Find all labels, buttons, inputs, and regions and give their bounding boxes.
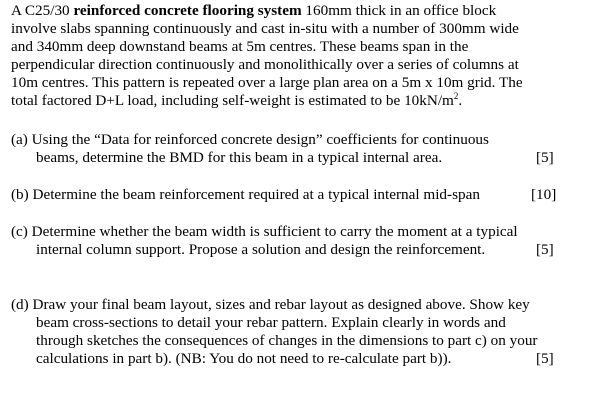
intro-text: total factored D+L load, including self-weight is estimated to be 10kN/m	[11, 92, 454, 109]
superscript: 2	[453, 91, 459, 101]
question-c-line-1: (c) Determine whether the beam width is sufficient to carry the moment at a typical	[11, 223, 518, 240]
intro-line-2: involve slabs spanning continuously and cast in-situ with a number of 300mm wide	[11, 20, 519, 37]
question-c-line-2: internal column support. Propose a solution and design the reinforcement.	[36, 241, 486, 258]
question-c-marks: [5]	[536, 241, 554, 258]
question-a-line-2: beams, determine the BMD for this beam in a typical internal area.	[36, 149, 443, 166]
intro-line-1	[11, 2, 496, 20]
question-d-line-1: (d) Draw your final beam layout, sizes and rebar layout as designed above. Show key	[11, 296, 530, 313]
question-b-marks: [10]	[531, 186, 557, 203]
question-d-line-3: through sketches the consequences of changes in the dimensions to part c) on your	[36, 332, 538, 349]
intro-line-3: and 340mm deep downstand beams at 5m centres. These beams span in the	[11, 38, 469, 55]
intro-text: A C25/30	[11, 2, 74, 19]
question-b-line-1: (b) Determine the beam reinforcement required at a typical internal mid-span	[11, 186, 480, 203]
question-d-line-2: beam cross-sections to detail your rebar pattern. Explain clearly in words and	[36, 314, 506, 331]
question-a-line-1: (a) Using the “Data for reinforced concrete design” coefficients for continuous	[11, 131, 489, 148]
intro-text: 160mm thick in an office block	[301, 2, 497, 19]
intro-text: .	[458, 92, 463, 109]
question-a-marks: [5]	[536, 149, 554, 166]
intro-bold-text: reinforced concrete flooring system	[73, 2, 302, 19]
intro-line-6	[11, 92, 462, 110]
intro-line-4: perpendicular direction continuously and monolithically over a series of columns at	[11, 56, 519, 73]
question-d-marks: [5]	[536, 350, 554, 367]
intro-line-5: 10m centres. This pattern is repeated over a large plan area on a 5m x 10m grid. The	[11, 74, 523, 91]
question-d-line-4: calculations in part b). (NB: You do not need to re-calculate part b)).	[36, 350, 452, 367]
